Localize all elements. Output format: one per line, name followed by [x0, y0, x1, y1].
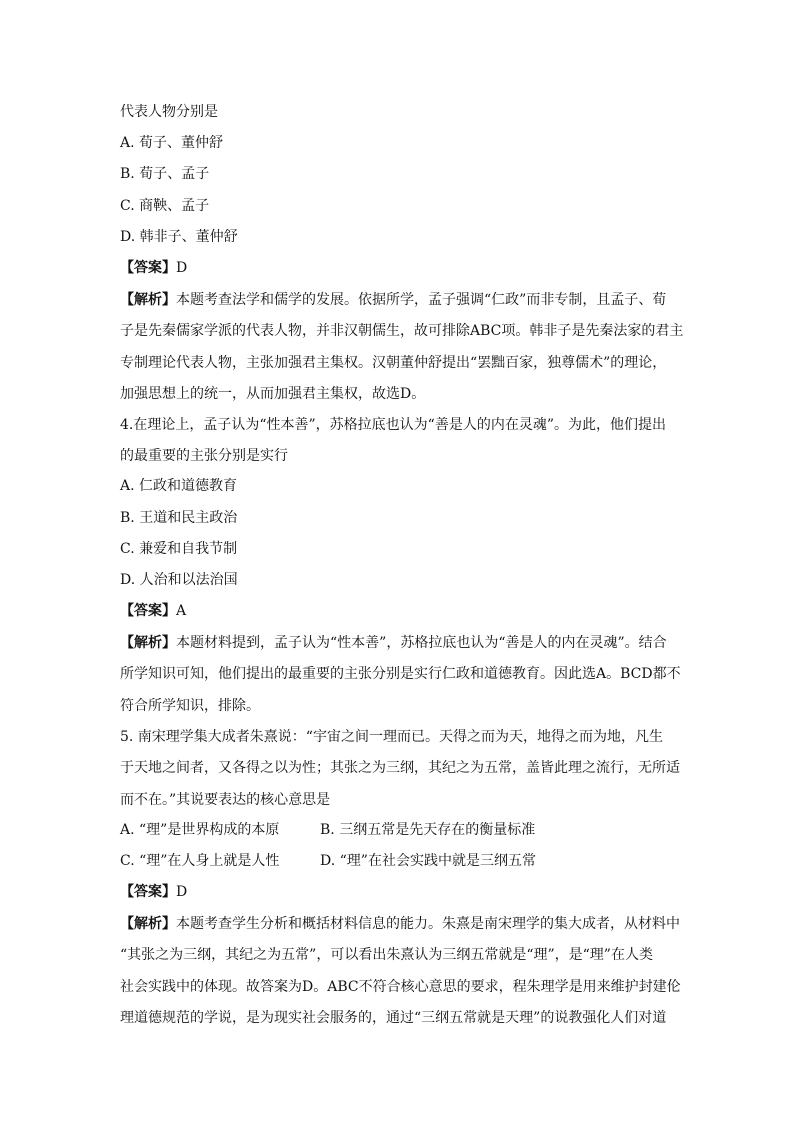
- q3-answer-value: D: [176, 260, 188, 276]
- q5-analysis-line: 社会实践中的体现。故答案为D。ABC不符合核心意思的要求，程朱理学是用来维护封建伦: [120, 978, 681, 995]
- q4-analysis-label: 【解析】: [120, 635, 176, 651]
- q4-answer-label: 【答案】: [120, 603, 176, 619]
- q5-answer-value: D: [176, 884, 188, 900]
- q5-answer: [120, 882, 680, 902]
- q3-option-b: B. 荀子、孟子: [120, 166, 210, 182]
- q5-stem-line: 于天地之间者，又各得之以为性；其张之为三纲，其纪之为五常，盖皆此理之流行，无所适: [120, 760, 680, 777]
- q4-analysis-line: 本题材料提到，孟子认为“性本善”，苏格拉底也认为“善是人的内在灵魂”。结合: [176, 635, 667, 651]
- q3-analysis-label: 【解析】: [120, 292, 176, 308]
- q3-option-c: C. 商鞅、孟子: [120, 198, 210, 214]
- q3-option-a: A. 荀子、董仲舒: [120, 135, 224, 151]
- q3-analysis: [120, 285, 684, 411]
- q5-analysis-line: 本题考查学生分析和概括材料信息的能力。朱熹是南宋理学的集大成者，从材料中: [176, 916, 680, 932]
- q4-stem: [120, 410, 680, 473]
- q3-answer: [120, 258, 680, 278]
- q4-stem-line: 的最重要的主张分别是实行: [120, 448, 288, 465]
- q4-option-c: C. 兼爱和自我节制: [120, 541, 238, 557]
- q5-analysis: [120, 909, 680, 1035]
- q5-option-c: C. “理”在人身上就是人性: [120, 853, 280, 869]
- q5-analysis-label: 【解析】: [120, 916, 176, 932]
- q4-stem-line: 4.在理论上，孟子认为“性本善”，苏格拉底也认为“善是人的内在灵魂”。为此，他们提出: [120, 417, 666, 433]
- q4-answer: [120, 601, 680, 621]
- q5-stem: [120, 722, 680, 816]
- q4-option-d: D. 人治和以法治国: [120, 572, 238, 588]
- q5-analysis-line: 理道德规范的学说，是为现实社会服务的，通过“三纲五常就是天理”的说教强化人们对道: [120, 1010, 667, 1027]
- q3-analysis-line: 加强思想上的统一，从而加强君主集权，故选D。: [120, 386, 426, 403]
- q3-analysis-line: 子是先秦儒家学派的代表人物，并非汉朝儒生，故可排除ABC项。韩非子是先秦法家的君主: [120, 323, 684, 340]
- q3-stem-tail: 代表人物分别是: [120, 104, 218, 120]
- q5-option-b: B. 三纲五常是先天存在的衡量标准: [320, 822, 536, 838]
- q5-answer-label: 【答案】: [120, 884, 176, 900]
- q5-analysis-line: “其张之为三纲，其纪之为五常”，可以看出朱熹认为三纲五常就是“理”，是“理”在人类: [120, 947, 653, 964]
- q5-options-row-1: [120, 820, 680, 840]
- q3-analysis-line: 专制理论代表人物，主张加强君主集权。汉朝董仲舒提出“罢黜百家，独尊儒术”的理论，: [120, 354, 667, 371]
- q4-answer-value: A: [176, 603, 187, 619]
- q4-option-a: A. 仁政和道德教育: [120, 478, 238, 494]
- q4-option-b: B. 王道和民主政治: [120, 510, 238, 526]
- q5-option-a: A. “理”是世界构成的本原: [120, 822, 280, 838]
- q4-analysis-line: 符合所学知识，排除。: [120, 697, 260, 714]
- q5-options-row-2: [120, 851, 680, 871]
- q3-answer-label: 【答案】: [120, 260, 176, 276]
- q3-analysis-line: 本题考查法学和儒学的发展。依据所学，孟子强调“仁政”而非专制，且孟子、荀: [176, 292, 667, 308]
- q4-analysis-line: 所学知识可知，他们提出的最重要的主张分别是实行仁政和道德教育。因此选A。BCD都不: [120, 666, 681, 683]
- q5-stem-line: 而不在。”其说要表达的核心意思是: [120, 791, 331, 808]
- q3-option-d: D. 韩非子、董仲舒: [120, 229, 238, 245]
- q4-analysis: [120, 628, 680, 722]
- q5-stem-line: 5. 南宋理学集大成者朱熹说：“宇宙之间一理而已。天得之而为天，地得之而为地，凡生: [120, 729, 663, 745]
- q5-option-d: D. “理”在社会实践中就是三纲五常: [320, 853, 536, 869]
